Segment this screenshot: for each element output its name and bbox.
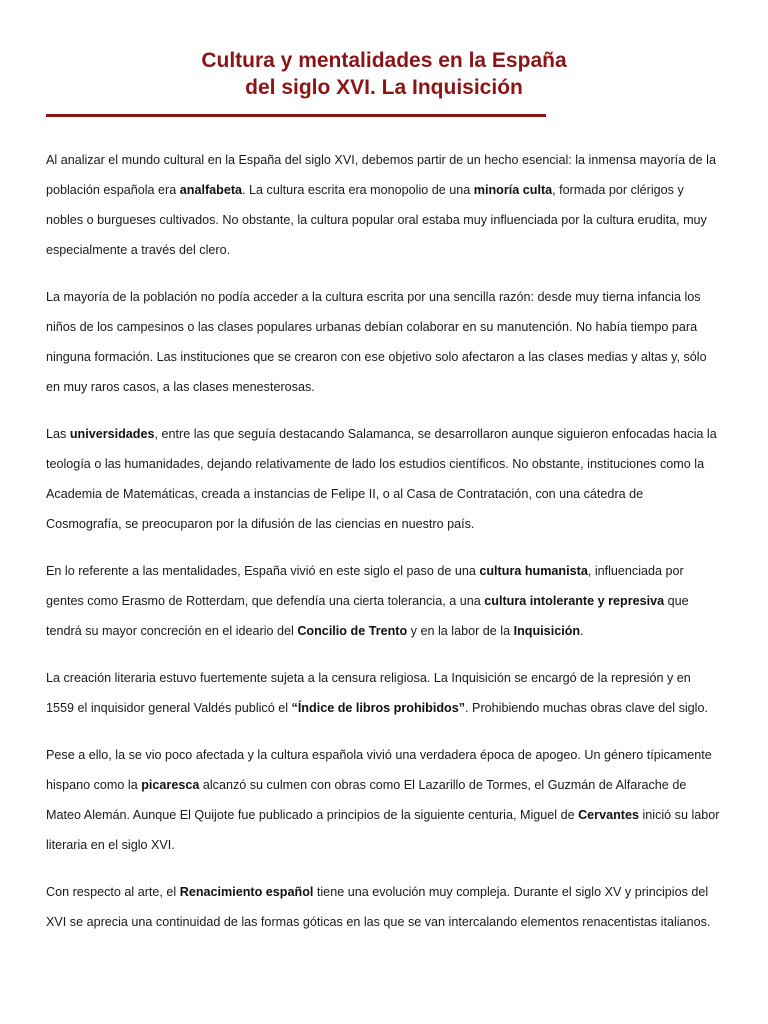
text-run: inició su labor literaria en el siglo XVI. xyxy=(46,808,720,852)
title-divider xyxy=(46,114,546,117)
bold-term: “Índice de libros prohibidos” xyxy=(291,701,466,715)
text-run: y en la labor de la xyxy=(407,624,514,638)
bold-term: analfabeta xyxy=(179,183,243,197)
text-run: En lo referente a las mentalidades, España vivió en este siglo el paso de una xyxy=(46,564,480,578)
bold-term: Inquisición xyxy=(513,624,581,638)
text-run: Con respecto al arte, el xyxy=(46,885,180,899)
bold-term: universidades xyxy=(69,427,155,441)
bold-term: cultura intolerante y represiva xyxy=(484,594,665,608)
paragraph-4 xyxy=(46,556,722,646)
text-run: . Prohibiendo muchas obras clave del siglo. xyxy=(465,701,708,715)
text-run: , influenciada por gentes como Erasmo de Rotterdam, que defendía una cierta tolerancia, a una xyxy=(46,564,684,608)
text-run: . La cultura escrita era monopolio de una xyxy=(242,183,474,197)
text-run: La creación literaria estuvo fuertemente sujeta a la censura religiosa. La Inquisición se encargó de la represión y en 1559 el inquisidor general Valdés publicó el xyxy=(46,671,691,715)
bold-term: Cervantes xyxy=(578,808,639,822)
bold-term: Concilio de Trento xyxy=(297,624,408,638)
title-line-2: del siglo XVI. La Inquisición xyxy=(245,76,523,99)
text-run: tiene una evolución muy compleja. Durante el siglo XV y principios del XVI se aprecia una continuidad de las formas góticas en las que se van intercalando elementos renacentistas italianos. xyxy=(46,885,711,929)
text-run: Pese a ello, la se vio poco afectada y la cultura española vivió una verdadera época de apogeo. Un género típicamente hispano como la xyxy=(46,748,712,792)
text-run: Las xyxy=(46,427,70,441)
text-run: La mayoría de la población no podía acceder a la cultura escrita por una sencilla razón: desde muy tierna infancia los niños de los campesinos o las clases populares urbanas debían colaborar en su manutención. No había tiempo para ninguna formación. Las instituciones que se crearon con ese objetivo solo afectaron a las clases medias y altas y, sólo en muy raros casos, a las clases menesterosas. xyxy=(46,290,707,394)
text-run: , entre las que seguía destacando Salamanca, se desarrollaron aunque siguieron enfocadas hacia la teología o las humanidades, dejando relativamente de lado los estudios científicos. No obstante, instituciones como la Academia de Matemáticas, creada a instancias de Felipe II, o al Casa de Contratación, con una cátedra de Cosmografía, se preocuparon por la difusión de las ciencias en nuestro país. xyxy=(46,427,717,531)
paragraph-6 xyxy=(46,740,722,860)
paragraph-2 xyxy=(46,282,722,402)
title-line-1: Cultura y mentalidades en la España xyxy=(201,49,567,72)
bold-term: picaresca xyxy=(141,778,200,792)
paragraph-3 xyxy=(46,419,722,539)
bold-term: Renacimiento español xyxy=(179,885,314,899)
text-run: . xyxy=(580,624,584,638)
text-run: Al analizar el mundo cultural en la España del siglo XVI, debemos partir de un hecho esencial: la inmensa mayoría de la población española era xyxy=(46,153,716,197)
page-title xyxy=(46,0,722,101)
bold-term: cultura humanista xyxy=(479,564,588,578)
paragraph-7 xyxy=(46,877,722,937)
text-run: , formada por clérigos y nobles o burgueses cultivados. No obstante, la cultura popular oral estaba muy influenciada por la cultura erudita, muy especialmente a través del clero. xyxy=(46,183,707,257)
paragraph-5 xyxy=(46,663,722,723)
paragraph-1 xyxy=(46,145,722,265)
text-run: que tendrá su mayor concreción en el ideario del xyxy=(46,594,689,638)
bold-term: minoría culta xyxy=(473,183,553,197)
document-body xyxy=(46,145,722,937)
text-run: alcanzó su culmen con obras como El Lazarillo de Tormes, el Guzmán de Alfarache de Mateo Alemán. Aunque El Quijote fue publicado a principios de la siguiente centuria, Miguel de xyxy=(46,778,687,822)
